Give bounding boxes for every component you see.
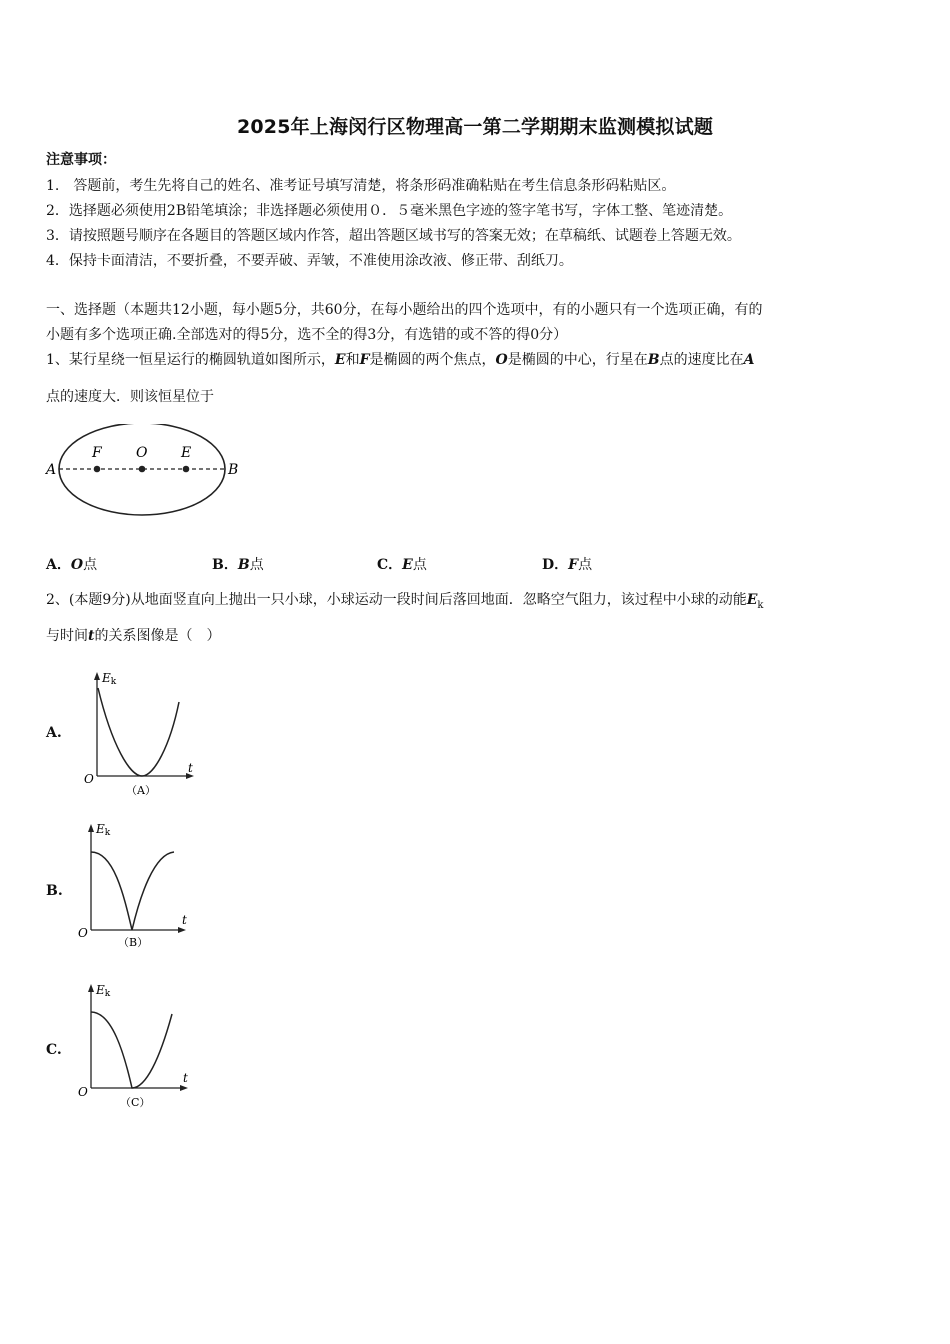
q2-var-Ek-sub: k (757, 599, 764, 611)
ek-curve-a (98, 688, 179, 776)
option-key: D． (542, 557, 569, 573)
x-label: t (182, 913, 187, 927)
q1-var-O: O (495, 352, 508, 368)
option-key: A． (46, 557, 71, 573)
y-label: Ek (102, 671, 117, 687)
q2-option-c-label[interactable]: C. (46, 1042, 62, 1058)
x-axis-arrow (178, 927, 186, 933)
focus-E-dot (183, 466, 190, 473)
page-title: 2025年上海闵行区物理高一第二学期期末监测模拟试题 (236, 116, 714, 138)
q1-text: 1、某行星绕一恒星运行的椭圆轨道如图所示， (46, 352, 335, 368)
graph-caption: （A） (126, 784, 156, 797)
label-E: E (181, 445, 192, 461)
option-var: O (70, 557, 84, 573)
q2-stem-line1 (46, 590, 763, 616)
notice-item-3: 3．请按照题号顺序在各题目的答题区域内作答，超出答题区域书写的答案无效；在草稿纸、试题卷上答题无效。 (46, 228, 741, 244)
q2-text: 的关系图像是（ ） (94, 628, 221, 644)
q1-stem-line2: 点的速度大．则该恒星位于 (46, 389, 214, 405)
q1-option-b[interactable] (212, 555, 264, 575)
x-axis-arrow (180, 1085, 188, 1091)
q1-var-A: A (743, 352, 755, 368)
q1-text: 是椭圆的中心，行星在 (507, 352, 648, 368)
ek-curve-b (91, 852, 174, 930)
q2-graph-a[interactable] (80, 666, 200, 802)
notice-heading: 注意事项： (46, 152, 116, 168)
notice-item-2: 2．选择题必须使用2B铅笔填涂；非选择题必须使用０．５毫米黑色字迹的签字笔书写，字体工整、笔迹清楚。 (46, 203, 733, 219)
section-heading-line2: 小题有多个选项正确.全部选对的得5分，选不全的得3分，有选错的或不答的得0分） (46, 327, 568, 343)
q2-option-b-label[interactable]: B. (46, 883, 63, 899)
q2-stem-line2 (46, 626, 220, 646)
ellipse-orbit-figure (40, 424, 250, 520)
center-O-dot (139, 466, 146, 473)
q1-option-c[interactable] (377, 555, 427, 575)
origin-label: O (84, 772, 94, 786)
q1-option-d[interactable] (542, 555, 592, 575)
section-heading-line1: 一、选择题（本题共12小题，每小题5分，共60分，在每小题给出的四个选项中，有的小题只有一个选项正确，有的 (46, 302, 763, 318)
q2-option-a-label[interactable]: A. (46, 725, 62, 741)
q1-option-a[interactable] (46, 555, 97, 575)
graph-caption: （B） (118, 936, 149, 949)
q2-var-Ek: E (746, 592, 758, 608)
option-key: B． (212, 557, 238, 573)
q2-text: 2、(本题9分)从地面竖直向上抛出一只小球，小球运动一段时间后落回地面．忽略空气阻力，该过程中小球的动能 (46, 592, 747, 608)
q1-text: 是椭圆的两个焦点， (369, 352, 496, 368)
q2-graph-b[interactable] (76, 816, 196, 954)
origin-label: O (78, 1085, 88, 1099)
q1-text: 和 (345, 352, 360, 368)
q2-graph-c[interactable] (76, 978, 196, 1114)
label-B: B (228, 462, 239, 478)
y-axis-arrow (88, 984, 94, 992)
label-A: A (46, 462, 57, 478)
option-suffix: 点 (83, 557, 98, 573)
option-key: C． (377, 557, 403, 573)
graph-caption: （C） (120, 1096, 151, 1109)
y-axis-arrow (94, 672, 100, 680)
option-var: B (237, 557, 250, 573)
origin-label: O (78, 926, 88, 940)
q1-var-B: B (647, 352, 660, 368)
label-F: F (92, 445, 102, 461)
ek-curve-c (91, 1012, 172, 1088)
q1-stem-line1 (46, 350, 754, 370)
notice-item-4: 4．保持卡面清洁，不要折叠，不要弄破、弄皱，不准使用涂改液、修正带、刮纸刀。 (46, 253, 573, 269)
option-suffix: 点 (249, 557, 264, 573)
x-label: t (188, 761, 193, 775)
y-axis-arrow (88, 824, 94, 832)
option-var: E (402, 557, 413, 573)
q2-text: 与时间 (46, 628, 88, 644)
q2-var-t: t (88, 628, 95, 644)
label-O: O (136, 445, 148, 461)
option-var: F (568, 557, 579, 573)
notice-item-1: 1. 答题前，考生先将自己的姓名、准考证号填写清楚，将条形码准确粘贴在考生信息条形码粘贴区。 (46, 178, 676, 194)
q1-var-F: F (359, 352, 370, 368)
y-label: Ek (96, 983, 111, 999)
x-label: t (183, 1071, 188, 1085)
q1-var-E: E (334, 352, 346, 368)
focus-F-dot (94, 466, 101, 473)
y-label: Ek (96, 822, 111, 838)
option-suffix: 点 (412, 557, 427, 573)
q1-text: 点的速度比在 (659, 352, 744, 368)
option-suffix: 点 (578, 557, 593, 573)
